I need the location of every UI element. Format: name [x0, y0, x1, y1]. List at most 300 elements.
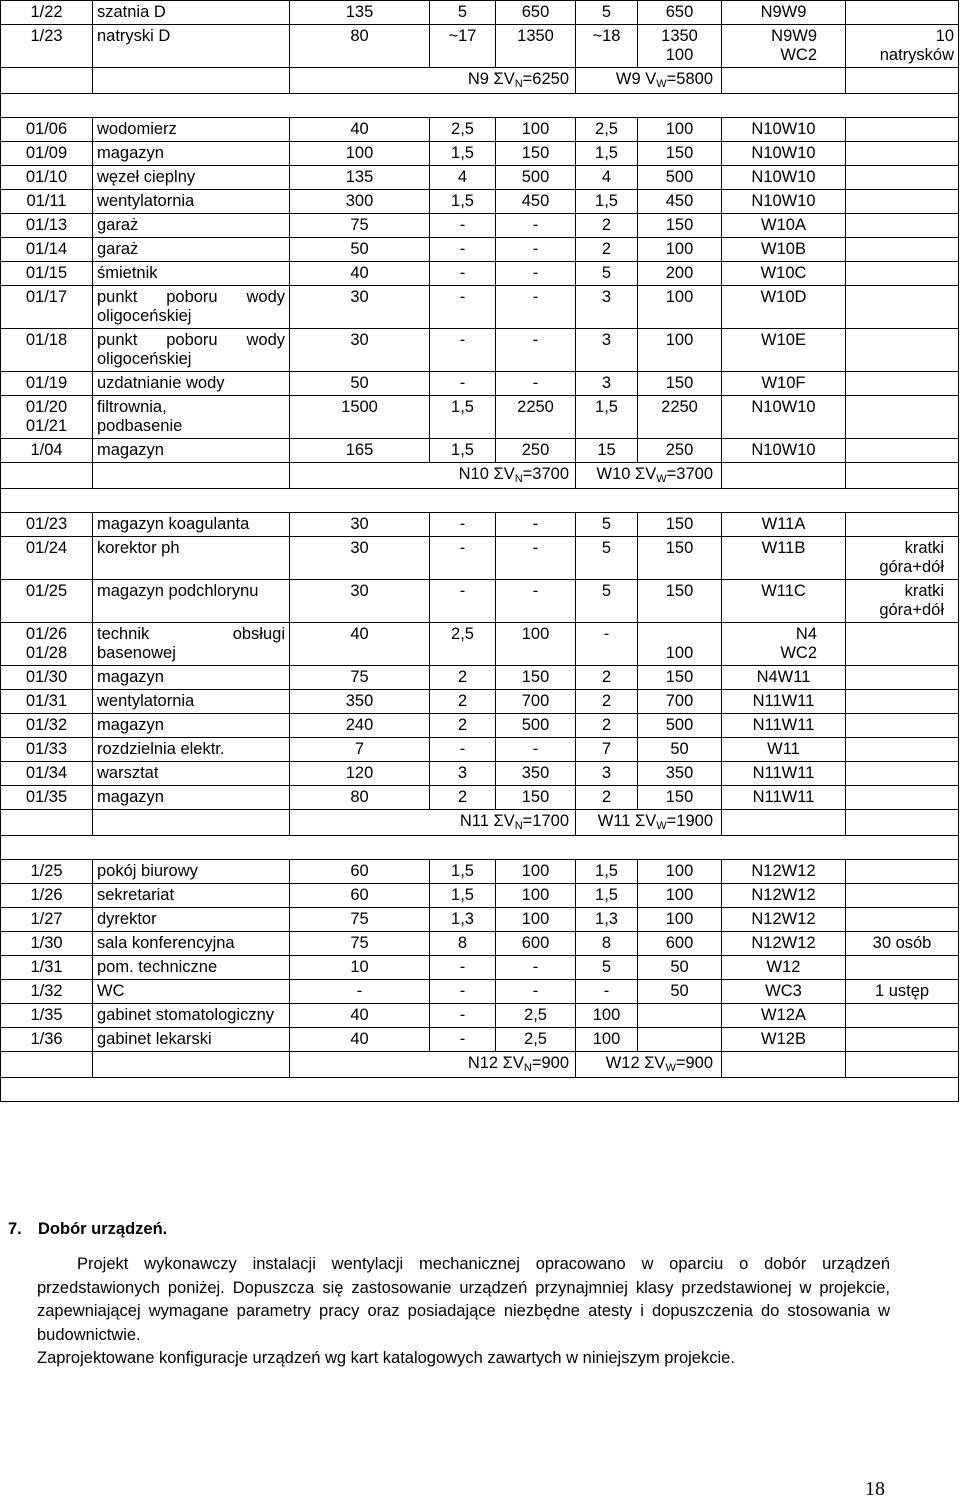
system-code: N4W11: [722, 666, 846, 690]
volume: 30: [290, 286, 430, 329]
room-number: 01/10: [1, 166, 93, 190]
table-row: [1, 666, 959, 690]
remarks: [846, 262, 959, 286]
air-changes-exhaust: 3: [576, 329, 638, 372]
table-row: [1, 786, 959, 810]
exhaust-flow: 50: [638, 956, 722, 980]
summary-spacer: [846, 1052, 959, 1078]
supply-flow: 100: [496, 908, 576, 932]
remarks: 30 osób: [846, 932, 959, 956]
exhaust-sum-value: =3700: [666, 465, 713, 483]
air-changes-exhaust: 2,5: [576, 118, 638, 142]
summary-spacer: [846, 68, 959, 94]
remarks: kratki góra+dół: [846, 537, 959, 580]
remarks: kratki góra+dół: [846, 580, 959, 623]
table-row: [1, 932, 959, 956]
room-name: wentylatornia: [93, 190, 290, 214]
system-code: W12: [722, 956, 846, 980]
exhaust-sum-label: W10 ΣV: [596, 465, 657, 483]
air-changes-supply: 1,5: [430, 860, 496, 884]
system-code: N10W10: [722, 118, 846, 142]
room-name: garaż: [93, 214, 290, 238]
volume: 240: [290, 714, 430, 738]
table-row: [1, 142, 959, 166]
system-summary-row: [1, 810, 959, 836]
room-name: szatnia D: [93, 1, 290, 25]
table-row: [1, 190, 959, 214]
table-row: [1, 329, 959, 372]
room-number: 01/17: [1, 286, 93, 329]
supply-sum-subscript: N: [514, 473, 523, 485]
summary-spacer: [1, 810, 93, 836]
room-number: 01/30: [1, 666, 93, 690]
supply-flow: 650: [496, 1, 576, 25]
system-code: N12W12: [722, 932, 846, 956]
air-changes-exhaust: 2: [576, 690, 638, 714]
room-name: pokój biurowy: [93, 860, 290, 884]
supply-sum: [290, 463, 576, 489]
room-number: 01/18: [1, 329, 93, 372]
room-number: 01/23: [1, 513, 93, 537]
supply-flow: 250: [496, 439, 576, 463]
air-changes-exhaust: 5: [576, 513, 638, 537]
table-row: [1, 214, 959, 238]
air-changes-exhaust: 100: [576, 1028, 638, 1052]
remarks: [846, 786, 959, 810]
system-code: W11B: [722, 537, 846, 580]
supply-sum-value: =1700: [522, 812, 569, 830]
table-row: [1, 537, 959, 580]
separator-row: [1, 836, 959, 860]
exhaust-flow: 500: [638, 714, 722, 738]
room-name: garaż: [93, 238, 290, 262]
remarks: [846, 372, 959, 396]
exhaust-sum-label: W12 ΣV: [605, 1054, 666, 1072]
air-changes-supply: -: [430, 262, 496, 286]
air-changes-supply: 1,5: [430, 190, 496, 214]
remarks: [846, 623, 959, 666]
supply-flow: 100: [496, 623, 576, 666]
summary-spacer: [846, 463, 959, 489]
supply-flow: 150: [496, 142, 576, 166]
air-changes-exhaust: 1,5: [576, 884, 638, 908]
supply-flow: -: [496, 738, 576, 762]
exhaust-flow: [638, 1004, 722, 1028]
volume: 30: [290, 580, 430, 623]
room-number: 1/32: [1, 980, 93, 1004]
air-changes-supply: -: [430, 537, 496, 580]
air-changes-exhaust: 5: [576, 537, 638, 580]
supply-flow: -: [496, 980, 576, 1004]
system-code: N11W11: [722, 786, 846, 810]
table-row: [1, 580, 959, 623]
air-changes-exhaust: 2: [576, 786, 638, 810]
remarks: [846, 1028, 959, 1052]
room-number: 01/31: [1, 690, 93, 714]
volume: 50: [290, 372, 430, 396]
exhaust-sum-label: W9 V: [615, 70, 657, 88]
supply-flow: 350: [496, 762, 576, 786]
air-changes-exhaust: ~18: [576, 25, 638, 68]
room-number: 01/06: [1, 118, 93, 142]
supply-sum: [290, 810, 576, 836]
air-changes-supply: 1,5: [430, 142, 496, 166]
air-changes-supply: 2: [430, 666, 496, 690]
supply-flow: 500: [496, 714, 576, 738]
separator-cell: [1, 489, 959, 513]
room-number: 01/20 01/21: [1, 396, 93, 439]
system-summary-row: [1, 1052, 959, 1078]
volume: 10: [290, 956, 430, 980]
air-changes-exhaust: 1,3: [576, 908, 638, 932]
remarks: [846, 762, 959, 786]
volume: 40: [290, 623, 430, 666]
table-row: [1, 1028, 959, 1052]
table-row: [1, 1004, 959, 1028]
air-changes-exhaust: 2: [576, 714, 638, 738]
remarks: [846, 286, 959, 329]
supply-sum-subscript: N: [514, 78, 523, 90]
supply-flow: -: [496, 580, 576, 623]
air-changes-supply: 3: [430, 762, 496, 786]
remarks: [846, 238, 959, 262]
air-changes-supply: 2,5: [430, 623, 496, 666]
air-changes-exhaust: 2: [576, 238, 638, 262]
table-row: [1, 980, 959, 1004]
exhaust-flow: 100: [638, 860, 722, 884]
room-number: 01/15: [1, 262, 93, 286]
remarks: [846, 956, 959, 980]
volume: 165: [290, 439, 430, 463]
separator-row: [1, 1078, 959, 1102]
exhaust-sum-subscript: W: [665, 1062, 676, 1074]
remarks: [846, 396, 959, 439]
exhaust-flow: 100: [638, 238, 722, 262]
remarks: [846, 214, 959, 238]
volume: 75: [290, 932, 430, 956]
air-changes-supply: -: [430, 1004, 496, 1028]
system-summary-row: [1, 463, 959, 489]
air-changes-exhaust: 15: [576, 439, 638, 463]
room-name: magazyn: [93, 666, 290, 690]
system-code: N12W12: [722, 860, 846, 884]
supply-sum-label: N10 ΣV: [458, 465, 515, 483]
exhaust-flow: 100: [638, 118, 722, 142]
air-changes-supply: -: [430, 238, 496, 262]
exhaust-sum-subscript: W: [656, 820, 667, 832]
system-code: W10D: [722, 286, 846, 329]
air-changes-exhaust: 7: [576, 738, 638, 762]
volume: 300: [290, 190, 430, 214]
supply-sum-label: N11 ΣV: [459, 812, 515, 830]
room-number: 01/34: [1, 762, 93, 786]
exhaust-flow: 150: [638, 580, 722, 623]
air-changes-exhaust: 1,5: [576, 190, 638, 214]
table-row: [1, 513, 959, 537]
exhaust-flow: 700: [638, 690, 722, 714]
supply-flow: 100: [496, 118, 576, 142]
supply-sum-value: =3700: [522, 465, 569, 483]
air-changes-supply: -: [430, 580, 496, 623]
room-number: 01/11: [1, 190, 93, 214]
air-changes-supply: -: [430, 513, 496, 537]
room-name: magazyn: [93, 142, 290, 166]
summary-spacer: [93, 68, 290, 94]
room-name: uzdatnianie wody: [93, 372, 290, 396]
room-name: dyrektor: [93, 908, 290, 932]
room-number: 1/23: [1, 25, 93, 68]
room-number: 01/25: [1, 580, 93, 623]
supply-sum: [290, 68, 576, 94]
exhaust-flow: 250: [638, 439, 722, 463]
room-name: magazyn: [93, 439, 290, 463]
air-changes-supply: -: [430, 738, 496, 762]
volume: 40: [290, 1028, 430, 1052]
exhaust-flow: 100: [638, 908, 722, 932]
room-number: 01/13: [1, 214, 93, 238]
remarks: [846, 714, 959, 738]
supply-flow: 1350: [496, 25, 576, 68]
system-code: W12A: [722, 1004, 846, 1028]
supply-sum-value: =6250: [522, 70, 569, 88]
table-row: [1, 762, 959, 786]
remarks: [846, 166, 959, 190]
volume: 7: [290, 738, 430, 762]
table-row: [1, 396, 959, 439]
summary-spacer: [846, 810, 959, 836]
system-code: N9W9: [722, 1, 846, 25]
supply-flow: -: [496, 956, 576, 980]
system-code: N11W11: [722, 762, 846, 786]
table-row: [1, 166, 959, 190]
air-changes-exhaust: 5: [576, 956, 638, 980]
exhaust-flow: 150: [638, 513, 722, 537]
room-name: WC: [93, 980, 290, 1004]
air-changes-supply: ~17: [430, 25, 496, 68]
air-changes-exhaust: -: [576, 980, 638, 1004]
volume: 80: [290, 25, 430, 68]
air-changes-exhaust: 2: [576, 214, 638, 238]
volume: -: [290, 980, 430, 1004]
supply-flow: 100: [496, 884, 576, 908]
exhaust-flow: 150: [638, 537, 722, 580]
summary-spacer: [722, 463, 846, 489]
table-row: [1, 690, 959, 714]
volume: 350: [290, 690, 430, 714]
remarks: [846, 1004, 959, 1028]
section-number: 7.: [8, 1220, 22, 1238]
air-changes-supply: 5: [430, 1, 496, 25]
system-code: N10W10: [722, 190, 846, 214]
room-number: 01/14: [1, 238, 93, 262]
volume: 60: [290, 884, 430, 908]
system-code: N9W9 WC2: [722, 25, 846, 68]
room-number: 1/25: [1, 860, 93, 884]
remarks: [846, 513, 959, 537]
table-row: [1, 262, 959, 286]
summary-spacer: [1, 68, 93, 94]
exhaust-flow: 150: [638, 142, 722, 166]
summary-spacer: [1, 1052, 93, 1078]
system-code: N11W11: [722, 714, 846, 738]
system-summary-row: [1, 68, 959, 94]
room-number: 1/26: [1, 884, 93, 908]
supply-flow: 600: [496, 932, 576, 956]
supply-flow: -: [496, 286, 576, 329]
supply-flow: 100: [496, 860, 576, 884]
table-row: [1, 25, 959, 68]
table-row: [1, 714, 959, 738]
exhaust-sum: [576, 68, 722, 94]
air-changes-supply: 1,5: [430, 439, 496, 463]
exhaust-sum-value: =900: [675, 1054, 713, 1072]
exhaust-sum: [576, 810, 722, 836]
air-changes-exhaust: 3: [576, 372, 638, 396]
room-name: sala konferencyjna: [93, 932, 290, 956]
room-number: 01/26 01/28: [1, 623, 93, 666]
supply-flow: -: [496, 238, 576, 262]
system-code: WC3: [722, 980, 846, 1004]
exhaust-sum-value: =5800: [666, 70, 713, 88]
system-code: W10F: [722, 372, 846, 396]
system-code: W12B: [722, 1028, 846, 1052]
air-changes-exhaust: 100: [576, 1004, 638, 1028]
air-changes-exhaust: 1,5: [576, 860, 638, 884]
room-name: pom. techniczne: [93, 956, 290, 980]
air-changes-supply: -: [430, 1028, 496, 1052]
room-name: filtrownia, podbasenie: [93, 396, 290, 439]
system-code: N4 WC2: [722, 623, 846, 666]
volume: 135: [290, 166, 430, 190]
room-name: wentylatornia: [93, 690, 290, 714]
separator-row: [1, 489, 959, 513]
exhaust-flow: 1350 100: [638, 25, 722, 68]
summary-spacer: [722, 810, 846, 836]
air-changes-supply: 2: [430, 690, 496, 714]
exhaust-flow: 100: [638, 329, 722, 372]
air-changes-supply: -: [430, 956, 496, 980]
air-changes-supply: -: [430, 980, 496, 1004]
system-code: W11: [722, 738, 846, 762]
supply-flow: -: [496, 372, 576, 396]
room-name: warsztat: [93, 762, 290, 786]
system-code: N10W10: [722, 142, 846, 166]
summary-spacer: [722, 68, 846, 94]
separator-cell: [1, 836, 959, 860]
room-name: punkt poboru wody oligoceńskiej: [93, 329, 290, 372]
supply-flow: 500: [496, 166, 576, 190]
summary-spacer: [93, 1052, 290, 1078]
system-code: N10W10: [722, 439, 846, 463]
air-changes-supply: -: [430, 372, 496, 396]
air-changes-exhaust: 4: [576, 166, 638, 190]
remarks: [846, 884, 959, 908]
exhaust-sum: [576, 463, 722, 489]
table-row: [1, 118, 959, 142]
room-name: natryski D: [93, 25, 290, 68]
exhaust-flow: 350: [638, 762, 722, 786]
remarks: [846, 439, 959, 463]
section-paragraph-1: Projekt wykonawczy instalacji wentylacji mechanicznej opracowano w oparciu o dobór urządzeń przedstawionych poniżej. Dopuszcza się zastosowanie urządzeń przynajmniej klasy przedstawionej w projekcie, zapewniającej wymagane parametry pracy oraz posiadające niezbędne atesty i dopuszczenia do stosowania w budownictwie.: [37, 1255, 890, 1344]
remarks: [846, 908, 959, 932]
room-number: 1/27: [1, 908, 93, 932]
summary-spacer: [722, 1052, 846, 1078]
supply-flow: -: [496, 214, 576, 238]
room-number: 01/33: [1, 738, 93, 762]
room-number: 1/30: [1, 932, 93, 956]
room-number: 01/09: [1, 142, 93, 166]
volume: 1500: [290, 396, 430, 439]
supply-sum-subscript: N: [523, 1062, 532, 1074]
table-row: [1, 439, 959, 463]
exhaust-flow: 150: [638, 786, 722, 810]
volume: 100: [290, 142, 430, 166]
remarks: 10 natrysków: [846, 25, 959, 68]
volume: 60: [290, 860, 430, 884]
exhaust-flow: 150: [638, 666, 722, 690]
volume: 135: [290, 1, 430, 25]
exhaust-flow: 450: [638, 190, 722, 214]
volume: 30: [290, 537, 430, 580]
air-changes-exhaust: 3: [576, 762, 638, 786]
exhaust-sum-label: W11 ΣV: [597, 812, 657, 830]
exhaust-flow: 200: [638, 262, 722, 286]
system-code: W10E: [722, 329, 846, 372]
table-row: [1, 956, 959, 980]
room-number: 01/32: [1, 714, 93, 738]
exhaust-sum-subscript: W: [656, 78, 667, 90]
air-changes-exhaust: 5: [576, 580, 638, 623]
air-changes-supply: 2: [430, 786, 496, 810]
section-title: Dobór urządzeń.: [38, 1220, 168, 1238]
exhaust-flow: 650: [638, 1, 722, 25]
room-name: gabinet lekarski: [93, 1028, 290, 1052]
room-name: magazyn koagulanta: [93, 513, 290, 537]
room-name: wodomierz: [93, 118, 290, 142]
remarks: [846, 666, 959, 690]
room-name: śmietnik: [93, 262, 290, 286]
room-name: magazyn: [93, 786, 290, 810]
table-row: [1, 908, 959, 932]
remarks: [846, 860, 959, 884]
room-number: 1/35: [1, 1004, 93, 1028]
supply-flow: 2,5: [496, 1028, 576, 1052]
volume: 30: [290, 513, 430, 537]
system-code: N10W10: [722, 166, 846, 190]
remarks: [846, 1, 959, 25]
room-number: 01/35: [1, 786, 93, 810]
remarks: 1 ustęp: [846, 980, 959, 1004]
room-name: sekretariat: [93, 884, 290, 908]
exhaust-sum: [576, 1052, 722, 1078]
room-name: korektor ph: [93, 537, 290, 580]
summary-spacer: [1, 463, 93, 489]
exhaust-flow: 500: [638, 166, 722, 190]
system-code: N10W10: [722, 396, 846, 439]
volume: 40: [290, 262, 430, 286]
summary-spacer: [93, 463, 290, 489]
supply-flow: -: [496, 329, 576, 372]
separator-cell: [1, 1078, 959, 1102]
air-changes-supply: 1,3: [430, 908, 496, 932]
volume: 50: [290, 238, 430, 262]
room-number: 1/04: [1, 439, 93, 463]
supply-flow: 150: [496, 666, 576, 690]
room-name: węzeł cieplny: [93, 166, 290, 190]
volume: 80: [290, 786, 430, 810]
separator-row: [1, 94, 959, 118]
system-code: W10C: [722, 262, 846, 286]
